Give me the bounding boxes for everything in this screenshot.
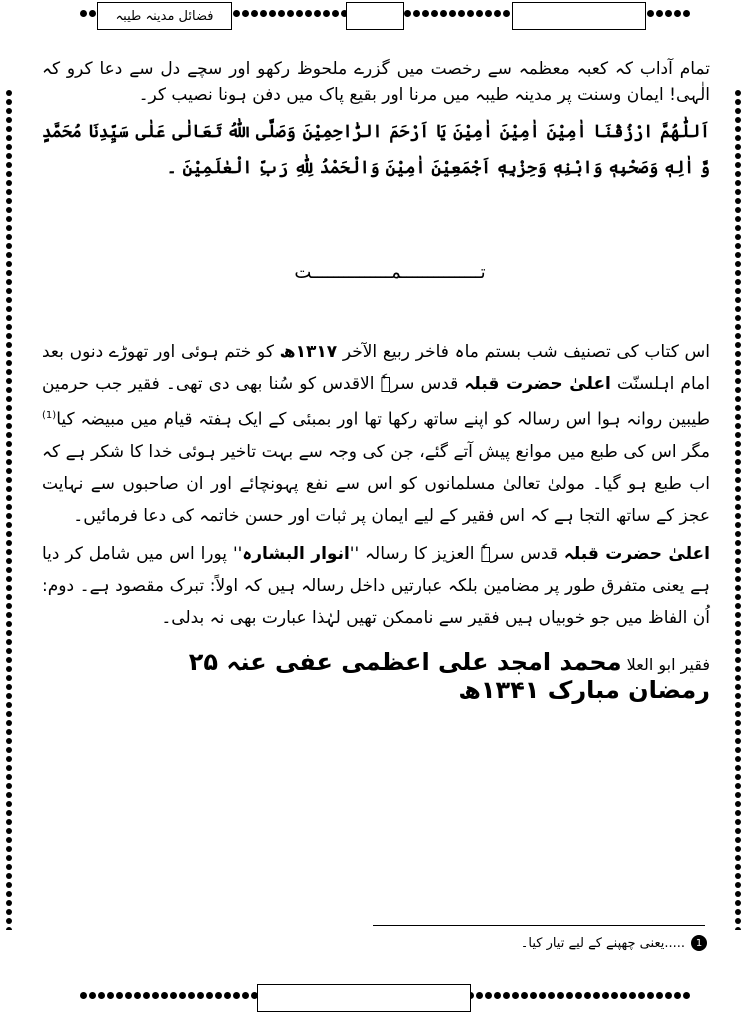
chain-bead <box>6 351 12 357</box>
chain-bead <box>6 423 12 429</box>
chain-bead <box>125 992 132 999</box>
chain-bead <box>6 180 12 186</box>
chain-bead <box>6 846 12 852</box>
chain-bead <box>735 90 741 96</box>
chain-bead <box>735 423 741 429</box>
chain-bead <box>735 180 741 186</box>
chain-bead <box>557 992 564 999</box>
chain-bead <box>6 756 12 762</box>
chain-bead <box>735 738 741 744</box>
chain-bead <box>735 378 741 384</box>
chain-bead <box>735 666 741 672</box>
chain-bead <box>6 486 12 492</box>
chain-bead <box>6 855 12 861</box>
chain-bead <box>6 729 12 735</box>
chain-bead <box>735 846 741 852</box>
chain-bead <box>296 10 303 17</box>
paragraph-anwar-bisharah: اعلیٰ حضرت قبلہ قدس سرہٗ العزیز کا رسالہ ''انوار البشارہ'' پورا اس میں شامل کر دیا ہے یعنی متفرق طور پر مضامین بلکہ عبارتیں داخل رسالہ ہیں کہ اولاً: تبرک مقصود ہے۔ دوم: اُن الفاظ میں جو خوبیاں ہیں فقیر سے ناممکن تھیں لہٰذا عبارت بھی نہ بدلی۔ <box>42 543 710 628</box>
chain-bead <box>735 531 741 537</box>
chain-bead <box>89 992 96 999</box>
footer-page-box <box>257 984 471 1012</box>
chain-bead <box>521 992 528 999</box>
chain-bead <box>665 992 672 999</box>
chain-bead <box>287 10 294 17</box>
chain-bead <box>6 108 12 114</box>
chain-bead <box>6 675 12 681</box>
chain-bead <box>735 729 741 735</box>
chain-bead <box>6 468 12 474</box>
tamat-heading: تـــــــــــــــمـــــــــــــــت <box>294 262 486 283</box>
chain-bead <box>6 882 12 888</box>
chain-bead <box>735 279 741 285</box>
chain-bead <box>735 468 741 474</box>
chain-bead <box>6 828 12 834</box>
chain-bead <box>233 10 240 17</box>
chain-bead <box>6 900 12 906</box>
chain-bead <box>6 117 12 123</box>
chain-bead <box>224 992 231 999</box>
chain-bead <box>6 513 12 519</box>
chain-bead <box>735 432 741 438</box>
chain-bead <box>735 711 741 717</box>
chain-bead <box>735 891 741 897</box>
chain-bead <box>494 10 501 17</box>
chain-bead <box>647 10 654 17</box>
chain-bead <box>6 909 12 915</box>
chain-bead <box>735 261 741 267</box>
chain-bead <box>485 992 492 999</box>
chain-bead <box>735 927 741 930</box>
chain-bead <box>735 351 741 357</box>
chain-bead <box>6 540 12 546</box>
chain-bead <box>656 10 663 17</box>
chain-bead <box>6 657 12 663</box>
chain-bead <box>6 378 12 384</box>
chain-bead <box>476 10 483 17</box>
chain-bead <box>6 927 12 930</box>
chain-bead <box>512 992 519 999</box>
chain-bead <box>735 162 741 168</box>
chain-bead <box>134 992 141 999</box>
chain-bead <box>440 10 447 17</box>
header-center-box <box>346 2 404 30</box>
chain-bead <box>6 612 12 618</box>
chain-bead <box>735 459 741 465</box>
chain-bead <box>269 10 276 17</box>
chain-bead <box>735 630 741 636</box>
chain-bead <box>6 171 12 177</box>
chain-bead <box>6 864 12 870</box>
chain-bead <box>494 992 501 999</box>
chain-bead <box>735 720 741 726</box>
footnote-ref[interactable]: (1) <box>42 410 57 421</box>
chain-bead <box>6 801 12 807</box>
chain-bead <box>735 369 741 375</box>
chain-bead <box>6 90 12 96</box>
chain-bead <box>735 747 741 753</box>
opening-paragraph-block <box>42 56 710 186</box>
chain-bead <box>6 585 12 591</box>
chain-bead <box>566 992 573 999</box>
chain-bead <box>6 639 12 645</box>
chain-bead <box>6 144 12 150</box>
chain-bead <box>6 405 12 411</box>
chain-bead <box>170 992 177 999</box>
chain-bead <box>6 702 12 708</box>
chain-bead <box>735 828 741 834</box>
chain-bead <box>735 315 741 321</box>
chain-bead <box>735 333 741 339</box>
chain-bead <box>735 306 741 312</box>
chain-bead <box>735 801 741 807</box>
chain-bead <box>735 774 741 780</box>
chain-bead <box>6 342 12 348</box>
chain-bead <box>143 992 150 999</box>
chain-bead <box>6 261 12 267</box>
chain-bead <box>735 108 741 114</box>
chain-bead <box>665 10 672 17</box>
chain-bead <box>6 693 12 699</box>
chain-bead <box>6 297 12 303</box>
chain-bead <box>674 992 681 999</box>
chain-bead <box>735 189 741 195</box>
left-chain-border <box>6 90 14 930</box>
chain-bead <box>735 837 741 843</box>
chain-bead <box>6 225 12 231</box>
chain-bead <box>735 117 741 123</box>
chain-bead <box>611 992 618 999</box>
chain-bead <box>6 549 12 555</box>
chain-bead <box>735 270 741 276</box>
chain-bead <box>6 450 12 456</box>
chain-bead <box>735 405 741 411</box>
chain-bead <box>6 270 12 276</box>
chain-bead <box>404 10 411 17</box>
chain-bead <box>735 243 741 249</box>
chain-bead <box>735 918 741 924</box>
chain-bead <box>620 992 627 999</box>
chain-bead <box>80 10 87 17</box>
chain-bead <box>6 720 12 726</box>
chain-bead <box>6 648 12 654</box>
chain-bead <box>323 10 330 17</box>
chain-bead <box>735 288 741 294</box>
chain-bead <box>98 992 105 999</box>
chain-bead <box>278 10 285 17</box>
chain-bead <box>6 558 12 564</box>
chain-bead <box>735 207 741 213</box>
chain-bead <box>6 774 12 780</box>
chain-bead <box>6 216 12 222</box>
chain-bead <box>6 630 12 636</box>
chain-bead <box>735 414 741 420</box>
chain-bead <box>413 10 420 17</box>
chain-bead <box>6 792 12 798</box>
chain-bead <box>735 621 741 627</box>
chain-bead <box>6 738 12 744</box>
chain-bead <box>6 324 12 330</box>
chain-bead <box>735 540 741 546</box>
chain-bead <box>735 909 741 915</box>
chain-bead <box>6 369 12 375</box>
chain-bead <box>735 99 741 105</box>
chain-bead <box>735 477 741 483</box>
chain-bead <box>458 10 465 17</box>
chain-bead <box>6 162 12 168</box>
chain-bead <box>503 10 510 17</box>
chain-bead <box>6 666 12 672</box>
chain-bead <box>305 10 312 17</box>
chain-bead <box>152 992 159 999</box>
chain-bead <box>735 864 741 870</box>
chain-bead <box>6 207 12 213</box>
chain-bead <box>735 198 741 204</box>
chain-bead <box>735 855 741 861</box>
chain-bead <box>6 783 12 789</box>
right-chain-border <box>735 90 743 930</box>
paragraph-authorship: اس کتاب کی تصنیف شب بستم ماہ فاخر ربیع الآخر ۱۳۱۷ھ کو ختم ہوئی اور تھوڑے دنوں بعد امام اہلسنّت اعلیٰ حضرت قبلہ قدس سرہٗ الاقدس کو سُنا بھی دی تھی۔ فقیر جب حرمین طیبین روانہ ہوا اس رسالہ کو اپنے ساتھ رکھا تھا اور بمبئی کے ایک ہفتہ قیام میں مبیضہ کیا$^{(1)}$ مگر اس کی طبع میں موانع پیش آتے گئے، جن کی وجہ سے بہت تاخیر ہوئی خدا کا شکر ہے کہ اب طبع ہو گیا۔ مولیٰ تعالیٰ مسلمانوں کو اس سے نفع پہونچائے اور ان صاحبوں سے نہایت عجز کے ساتھ التجا ہے کہ اس فقیر کے لیے ایمان پر ثبات اور حسن خاتمہ کی دعا فرمائیں۔ <box>42 342 710 526</box>
chain-bead <box>548 992 555 999</box>
chain-bead <box>735 450 741 456</box>
paragraph-farewell: تمام آداب کہ کعبہ معظمہ سے رخصت میں گزرے ملحوظ رکھو اور سچے دل سے دعا کرو کہ الٰہی! ایمان وسنت پر مدینہ طیبہ میں مرنا اور بقیع پاک میں دفن ہونا نصیب کر۔ <box>42 59 710 105</box>
chain-bead <box>431 10 438 17</box>
chain-bead <box>735 882 741 888</box>
chain-bead <box>6 396 12 402</box>
chain-bead <box>584 992 591 999</box>
chain-bead <box>735 495 741 501</box>
chain-bead <box>735 756 741 762</box>
chain-bead <box>735 225 741 231</box>
chain-bead <box>683 992 690 999</box>
chain-bead <box>735 234 741 240</box>
chain-bead <box>467 10 474 17</box>
chain-bead <box>476 992 483 999</box>
chain-bead <box>215 992 222 999</box>
chain-bead <box>735 810 741 816</box>
chain-bead <box>242 10 249 17</box>
chain-bead <box>179 992 186 999</box>
chain-bead <box>422 10 429 17</box>
chain-bead <box>735 783 741 789</box>
chain-bead <box>735 549 741 555</box>
chain-bead <box>6 621 12 627</box>
chain-bead <box>674 10 681 17</box>
chain-bead <box>6 288 12 294</box>
chain-bead <box>683 10 690 17</box>
chain-bead <box>251 10 258 17</box>
chain-bead <box>735 153 741 159</box>
footnote-text: .....یعنی چھپنے کے لیے تیار کیا۔ <box>520 935 685 951</box>
chain-bead <box>593 992 600 999</box>
chain-bead <box>6 576 12 582</box>
chain-bead <box>735 873 741 879</box>
chain-bead <box>6 126 12 132</box>
chain-bead <box>735 441 741 447</box>
author-signature <box>140 648 710 704</box>
chain-bead <box>6 477 12 483</box>
chain-bead <box>735 594 741 600</box>
chain-bead <box>735 693 741 699</box>
chain-bead <box>6 387 12 393</box>
chain-bead <box>735 360 741 366</box>
risala-title: انوار البشارہ <box>242 543 350 564</box>
chain-bead <box>6 441 12 447</box>
chain-bead <box>735 297 741 303</box>
chain-bead <box>735 522 741 528</box>
chain-bead <box>197 992 204 999</box>
chain-bead <box>735 252 741 258</box>
chain-bead <box>735 612 741 618</box>
chain-bead <box>735 387 741 393</box>
signature-name-date: محمد امجد علی اعظمی عفی عنہ ۲۵ رمضان مبارک ۱۳۴۱ھ <box>188 648 710 704</box>
chain-bead <box>6 504 12 510</box>
chain-bead <box>6 567 12 573</box>
chain-bead <box>735 558 741 564</box>
chain-bead <box>6 819 12 825</box>
chain-bead <box>6 594 12 600</box>
chain-bead <box>735 819 741 825</box>
arabic-dua: اَللّٰھُمَّ ارْزُقْنَا اٰمِیْنَ اٰمِیْنَ اٰمِیْنَ یَا اَرْحَمَ الرّٰاحِمِیْنَ وَصَلَّی اللّٰهُ تَعَالٰی عَلٰی سَیِّدِنَا مُحَمَّدٍ وَّ اٰلِهٖ وَصَحْبِهٖ وَابْنِهٖ وَحِزْبِهٖ اَجْمَعِیْنَ اٰمِیْنَ وَالْحَمْدُ لِلّٰهِ رَبِّ الْعٰلَمِیْنَ ۔ <box>42 122 710 178</box>
chain-bead <box>6 360 12 366</box>
chain-bead <box>735 567 741 573</box>
chain-bead <box>647 992 654 999</box>
chain-bead <box>735 171 741 177</box>
chain-bead <box>80 992 87 999</box>
chain-bead <box>735 675 741 681</box>
chain-bead <box>735 765 741 771</box>
chain-bead <box>735 702 741 708</box>
hijri-year: ۱۳۱۷ھ <box>279 342 338 362</box>
chain-bead <box>735 135 741 141</box>
chain-bead <box>6 918 12 924</box>
chain-bead <box>6 747 12 753</box>
footnote-divider <box>373 925 705 926</box>
chain-bead <box>735 342 741 348</box>
chain-bead <box>503 992 510 999</box>
chain-bead <box>6 189 12 195</box>
chain-bead <box>6 711 12 717</box>
chain-bead <box>116 992 123 999</box>
chain-bead <box>735 792 741 798</box>
chain-bead <box>735 396 741 402</box>
chain-bead <box>735 657 741 663</box>
chain-bead <box>260 10 267 17</box>
chain-bead <box>6 234 12 240</box>
chain-bead <box>735 684 741 690</box>
header-title: فضائل مدینہ طیبہ <box>115 8 214 24</box>
chain-bead <box>735 648 741 654</box>
closing-paragraph-block <box>42 336 710 634</box>
chain-bead <box>188 992 195 999</box>
chain-bead <box>6 279 12 285</box>
chain-bead <box>449 10 456 17</box>
chain-bead <box>314 10 321 17</box>
chain-bead <box>6 414 12 420</box>
chain-bead <box>735 126 741 132</box>
highlight-ala-hazrat: اعلیٰ حضرت قبلہ <box>464 374 611 394</box>
chain-bead <box>735 639 741 645</box>
highlight-ala-hazrat-2: اعلیٰ حضرت قبلہ <box>563 543 710 564</box>
footnote-number-badge: 1 <box>691 935 707 951</box>
chain-bead <box>735 513 741 519</box>
header-page-box <box>512 2 646 30</box>
chain-bead <box>6 315 12 321</box>
chain-bead <box>6 306 12 312</box>
chain-bead <box>332 10 339 17</box>
chain-bead <box>6 198 12 204</box>
chain-bead <box>530 992 537 999</box>
footnote <box>521 935 707 951</box>
chain-bead <box>6 891 12 897</box>
chain-bead <box>735 144 741 150</box>
chain-bead <box>735 324 741 330</box>
chain-bead <box>656 992 663 999</box>
chain-bead <box>6 333 12 339</box>
chain-bead <box>107 992 114 999</box>
chain-bead <box>602 992 609 999</box>
chain-bead <box>6 837 12 843</box>
chain-bead <box>6 810 12 816</box>
chain-bead <box>735 576 741 582</box>
chain-bead <box>6 522 12 528</box>
chain-bead <box>6 243 12 249</box>
chain-bead <box>629 992 636 999</box>
chain-bead <box>6 99 12 105</box>
chain-bead <box>233 992 240 999</box>
chain-bead <box>735 504 741 510</box>
chain-bead <box>6 765 12 771</box>
chain-bead <box>6 603 12 609</box>
chain-bead <box>6 684 12 690</box>
chain-bead <box>735 216 741 222</box>
chain-bead <box>735 486 741 492</box>
chain-bead <box>206 992 213 999</box>
chain-bead <box>539 992 546 999</box>
chain-bead <box>6 459 12 465</box>
chain-bead <box>485 10 492 17</box>
chain-bead <box>6 531 12 537</box>
chain-bead <box>575 992 582 999</box>
chain-bead <box>6 153 12 159</box>
chain-bead <box>735 900 741 906</box>
chain-bead <box>6 432 12 438</box>
chain-bead <box>638 992 645 999</box>
chain-bead <box>6 495 12 501</box>
chain-bead <box>89 10 96 17</box>
chain-bead <box>735 603 741 609</box>
chain-bead <box>161 992 168 999</box>
signature-prefix: فقیر ابو العلا <box>626 655 710 674</box>
chain-bead <box>735 585 741 591</box>
chain-bead <box>242 992 249 999</box>
chain-bead <box>6 135 12 141</box>
chain-bead <box>6 873 12 879</box>
chain-bead <box>6 252 12 258</box>
header-title-box <box>97 2 232 30</box>
